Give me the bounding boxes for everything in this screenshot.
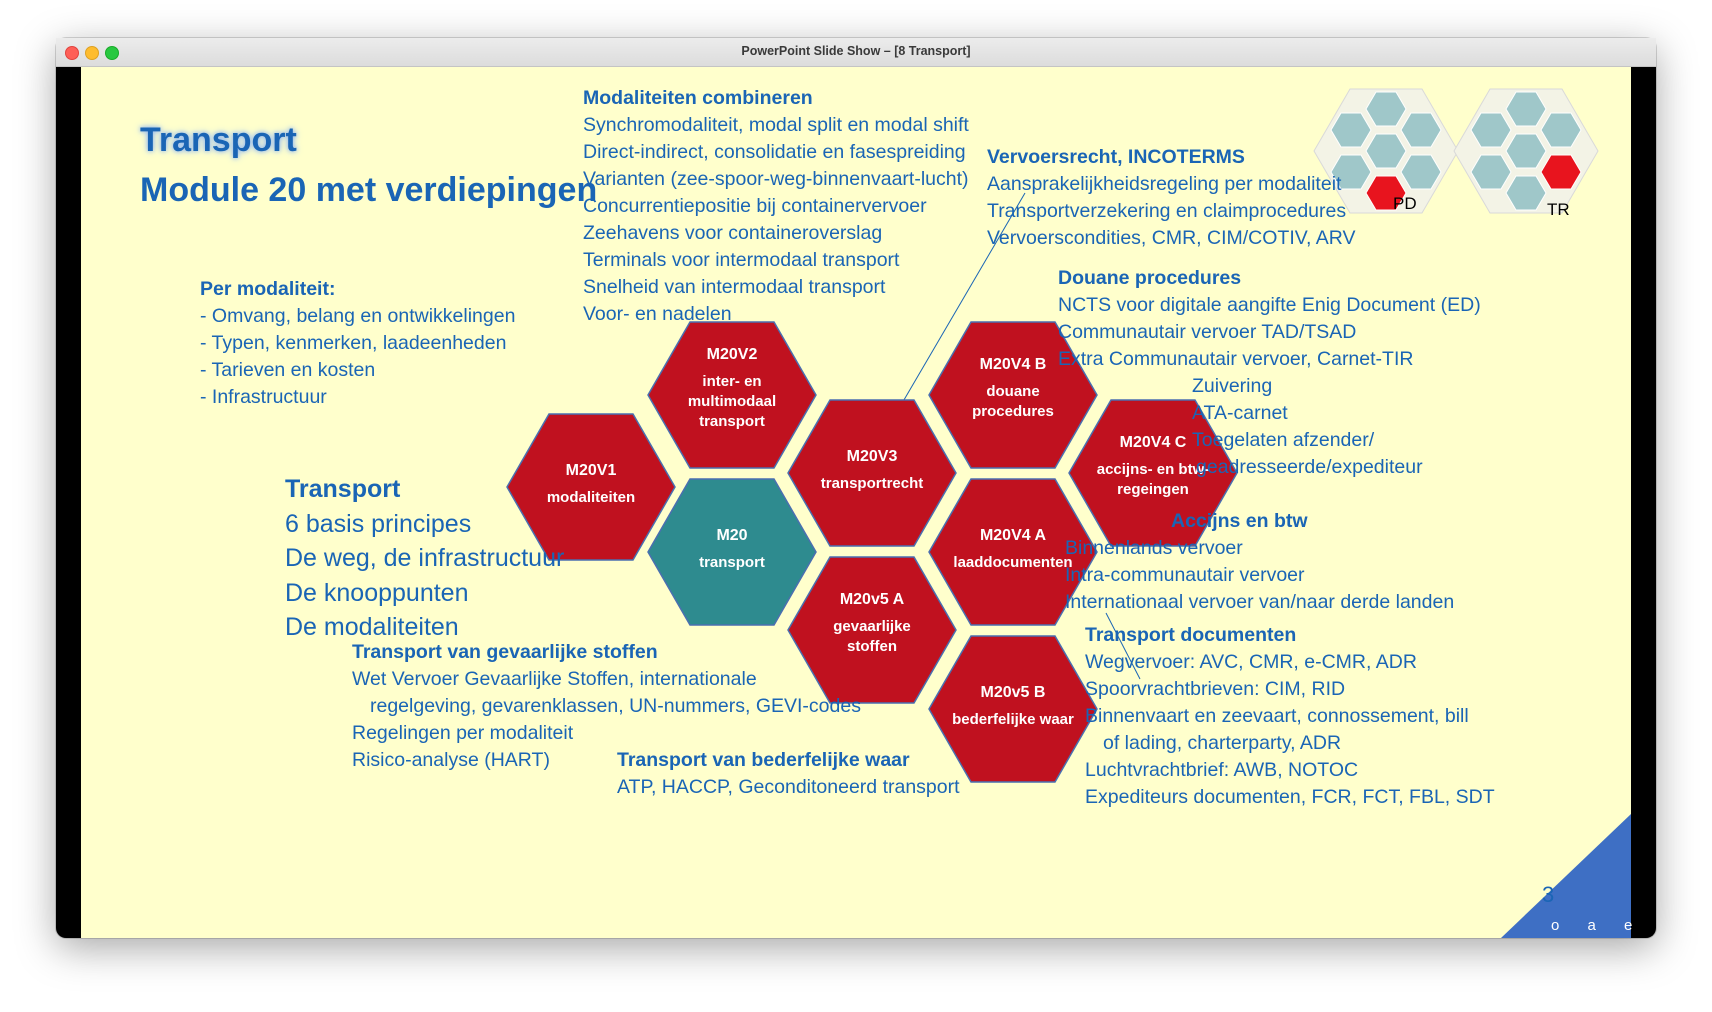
mini-label-tr: TR (1547, 200, 1570, 219)
hexagon-label: stoffen (847, 638, 897, 655)
corner-logo (1411, 780, 1645, 940)
hexagon-code: M20V2 (706, 346, 758, 363)
hexagon-label: transport (699, 413, 765, 430)
hexagon-label: regeingen (1117, 481, 1189, 498)
corner-logo-text: o a e (1551, 917, 1645, 934)
hexagon-m20v3 (788, 400, 956, 546)
presentation-window (56, 38, 1656, 938)
hexagon-label: transport (699, 554, 765, 571)
slide-title: Transport (140, 121, 297, 159)
per-modaliteit-block: Per modaliteit: - Omvang, belang en ontwikkelingen - Typen, kenmerken, laadeenheden - Tarieven en kosten - Infrastructuur (200, 278, 516, 408)
hexagon-label: accijns- en btw- (1096, 461, 1210, 478)
hexagon-code: M20v5 B (980, 684, 1046, 701)
hexagon-code: M20V4 C (1119, 434, 1187, 451)
page-number: 3 (1542, 882, 1555, 907)
hexagon-label: inter- en (702, 373, 762, 390)
hexagon-m20 (648, 479, 816, 625)
hexagon-code: M20v5 A (839, 591, 905, 608)
hexagon-label: gevaarlijke (833, 618, 911, 635)
bederfelijke-waar-block: Transport van bederfelijke waar ATP, HACCP, Geconditoneerd transport (617, 749, 960, 798)
hexagon-code: M20V1 (565, 462, 617, 479)
hexagon-label: bederfelijke waar (952, 711, 1074, 728)
hexagon-m20v2 (648, 322, 816, 468)
hexagon-code: M20 (716, 527, 748, 544)
douane-block: Douane procedures NCTS voor digitale aangifte Enig Document (ED) Communautair vervoer TAD/TSAD Extra Communautair vervoer, Carnet-TIR Zuivering ATA-carnet Toegelaten afzender/ geadresseerde/expediteur (1058, 267, 1481, 478)
vervoersrecht-block: Vervoersrecht, INCOTERMS Aansprakelijkheidsregeling per modaliteit Transportverzekering en claimprocedures Vervoerscondities, CMR, CIM/COTIV, ARV (987, 146, 1356, 249)
hexagon-code: M20V3 (846, 448, 898, 465)
transport-basis-block: Transport 6 basis principes De weg, de infrastructuur De knooppunten De modaliteiten (285, 475, 565, 641)
accijns-block: Accijns en btw Binnenlands vervoer Intra-communautair vervoer Internationaal vervoer van/naar derde landen (1065, 510, 1455, 613)
hexagon-label: modaliteiten (546, 489, 636, 506)
transport-documenten-block: Transport documenten Wegvervoer: AVC, CMR, e-CMR, ADR Spoorvrachtbrieven: CIM, RID Binnenvaart en zeevaart, connossement, bill of lading, charterparty, ADR Luchtvrachtbrief: AWB, NOTOC Expediteurs documenten, FCR, FCT, FBL, SDT (1085, 624, 1495, 808)
hexagon-label: transportrecht (820, 475, 924, 492)
mini-diagrams (1311, 79, 1611, 224)
hexagon-label: douane (986, 383, 1040, 400)
hexagon-label: laaddocumenten (953, 554, 1073, 571)
title-bar (56, 38, 1656, 67)
mini-label-pd: PD (1393, 194, 1417, 213)
hexagon-code: M20V4 B (979, 356, 1047, 373)
modaliteiten-combineren-block: Modaliteiten combineren Synchromodaliteit, modal split en modal shift Direct-indirect, consolidatie en fasespreiding Varianten (zee-spoor-weg-binnenvaart-lucht) Concurrentiepositie bij containervervoer Zeehavens voor containeroverslag Terminals voor intermodaal transport Snelheid van intermodaal transport Voor- en nadelen (583, 87, 969, 325)
hexagon-code: M20V4 A (979, 527, 1047, 544)
hexagon-label: procedures (972, 403, 1054, 420)
hexagon-label: multimodaal (687, 393, 777, 410)
slide-subtitle: Module 20 met verdiepingen (140, 171, 598, 209)
gevaarlijke-stoffen-block: Transport van gevaarlijke stoffen Wet Vervoer Gevaarlijke Stoffen, internationale regelgeving, gevarenklassen, UN-nummers, GEVI-codes Regelingen per modaliteit Risico-analyse (HART) (352, 641, 861, 771)
window-title: PowerPoint Slide Show – [8 Transport] (741, 44, 971, 58)
slide[interactable] (81, 67, 1645, 938)
